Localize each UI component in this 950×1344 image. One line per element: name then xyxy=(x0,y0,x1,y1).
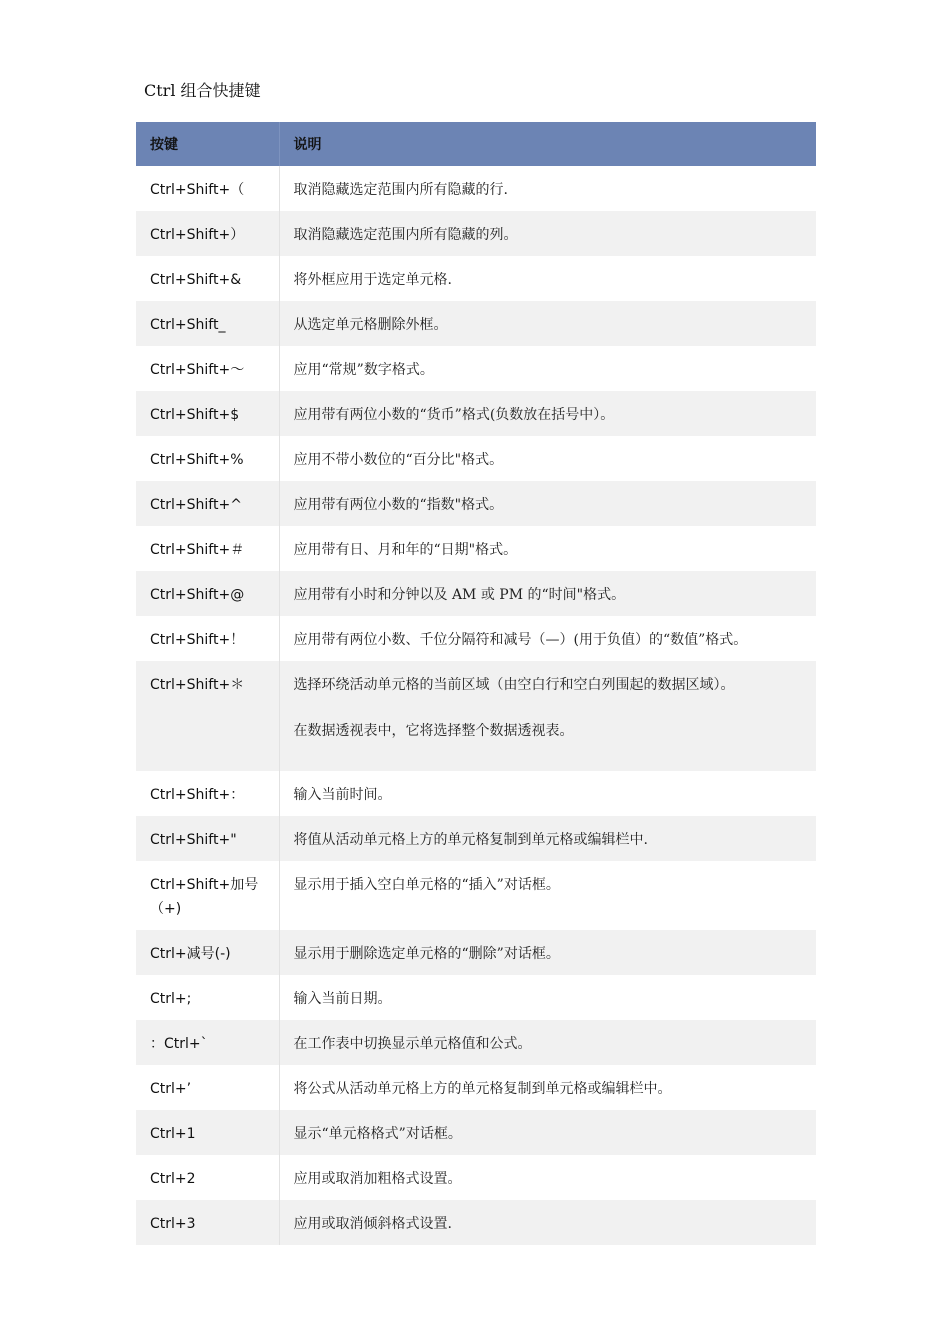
shortcut-key: Ctrl+1 xyxy=(136,1110,279,1155)
shortcut-description xyxy=(279,211,816,256)
description-paragraph: 取消隐藏选定范围内所有隐藏的列。 xyxy=(293,227,518,243)
description-paragraph: 应用“常规”数字格式。 xyxy=(293,362,434,378)
shortcut-key: Ctrl+Shift+！ xyxy=(136,616,279,661)
shortcut-key: Ctrl+; xyxy=(136,975,279,1020)
shortcut-key: Ctrl+减号(-) xyxy=(136,930,279,975)
shortcut-key: Ctrl+Shift+＃ xyxy=(136,526,279,571)
table-row xyxy=(136,571,816,616)
description-paragraph: 应用带有两位小数、千位分隔符和减号（—）(用于负值）的“数值”格式。 xyxy=(293,632,748,648)
shortcut-key: Ctrl+Shift+： xyxy=(136,771,279,816)
shortcut-key: Ctrl+Shift+～ xyxy=(136,346,279,391)
shortcut-description xyxy=(279,166,816,211)
shortcut-key: Ctrl+Shift+＊ xyxy=(136,661,279,771)
description-paragraph: 在数据透视表中，它将选择整个数据透视表。 xyxy=(293,723,574,739)
description-paragraph: 应用带有小时和分钟以及 AM 或 PM 的“时间"格式。 xyxy=(293,587,626,603)
shortcut-table xyxy=(136,122,816,1245)
shortcut-description xyxy=(279,571,816,616)
table-row xyxy=(136,346,816,391)
description-paragraph: 应用或取消倾斜格式设置. xyxy=(293,1216,452,1232)
table-row xyxy=(136,256,816,301)
table-row xyxy=(136,661,816,771)
table-body xyxy=(136,166,816,1245)
shortcut-description xyxy=(279,975,816,1020)
description-paragraph: 在工作表中切换显示单元格值和公式。 xyxy=(293,1036,532,1052)
table-row xyxy=(136,930,816,975)
description-paragraph: 从选定单元格删除外框。 xyxy=(293,317,448,333)
shortcut-description xyxy=(279,1065,816,1110)
shortcut-description xyxy=(279,301,816,346)
table-row xyxy=(136,436,816,481)
table-row xyxy=(136,771,816,816)
shortcut-key: Ctrl+’ xyxy=(136,1065,279,1110)
shortcut-key: Ctrl+Shift+" xyxy=(136,816,279,861)
shortcut-description xyxy=(279,1110,816,1155)
page-title: Ctrl 组合快捷键 xyxy=(144,81,261,100)
description-paragraph: 应用带有日、月和年的“日期"格式。 xyxy=(293,542,518,558)
header-key: 按键 xyxy=(136,122,279,166)
table-row xyxy=(136,166,816,211)
description-paragraph: 将公式从活动单元格上方的单元格复制到单元格或编辑栏中。 xyxy=(293,1081,672,1097)
table-row xyxy=(136,1200,816,1245)
shortcut-key: Ctrl+Shift+& xyxy=(136,256,279,301)
table-row xyxy=(136,1155,816,1200)
description-paragraph: 应用带有两位小数的“指数"格式。 xyxy=(293,497,504,513)
description-paragraph: 应用带有两位小数的“货币”格式(负数放在括号中）。 xyxy=(293,407,615,423)
header-description: 说明 xyxy=(279,122,816,166)
shortcut-description xyxy=(279,861,816,930)
shortcut-description xyxy=(279,1020,816,1065)
shortcut-description xyxy=(279,816,816,861)
description-paragraph: 将值从活动单元格上方的单元格复制到单元格或编辑栏中. xyxy=(293,832,648,848)
table-row xyxy=(136,391,816,436)
shortcut-key: Ctrl+Shift+@ xyxy=(136,571,279,616)
shortcut-key: Ctrl+Shift+加号（+) xyxy=(136,861,279,930)
description-paragraph: 输入当前日期。 xyxy=(293,991,392,1007)
shortcut-description xyxy=(279,616,816,661)
description-paragraph: 显示“单元格格式”对话框。 xyxy=(293,1126,462,1142)
table-row xyxy=(136,816,816,861)
shortcut-description xyxy=(279,1155,816,1200)
table-row xyxy=(136,616,816,661)
table-row xyxy=(136,975,816,1020)
shortcut-description xyxy=(279,256,816,301)
shortcut-description xyxy=(279,346,816,391)
shortcut-key: Ctrl+2 xyxy=(136,1155,279,1200)
description-paragraph: 显示用于删除选定单元格的“删除”对话框。 xyxy=(293,946,560,962)
table-row xyxy=(136,1110,816,1155)
shortcut-key: Ctrl+3 xyxy=(136,1200,279,1245)
shortcut-description xyxy=(279,930,816,975)
shortcut-description xyxy=(279,481,816,526)
shortcut-description xyxy=(279,391,816,436)
shortcut-key: ：Ctrl+` xyxy=(136,1020,279,1065)
description-paragraph: 取消隐藏选定范围内所有隐藏的行. xyxy=(293,182,508,198)
table-row xyxy=(136,301,816,346)
table-row xyxy=(136,1065,816,1110)
table-row xyxy=(136,481,816,526)
shortcut-description xyxy=(279,1200,816,1245)
table-row xyxy=(136,1020,816,1065)
table-row xyxy=(136,861,816,930)
shortcut-key: Ctrl+Shift+^ xyxy=(136,481,279,526)
shortcut-key: Ctrl+Shift+% xyxy=(136,436,279,481)
shortcut-description xyxy=(279,661,816,771)
description-paragraph: 将外框应用于选定单元格. xyxy=(293,272,452,288)
shortcut-description xyxy=(279,771,816,816)
shortcut-key: Ctrl+Shift_ xyxy=(136,301,279,346)
shortcut-description xyxy=(279,436,816,481)
description-paragraph: 应用或取消加粗格式设置。 xyxy=(293,1171,462,1187)
shortcut-description xyxy=(279,526,816,571)
description-paragraph: 显示用于插入空白单元格的“插入”对话框。 xyxy=(293,877,560,893)
table-header-row xyxy=(136,122,816,166)
shortcut-key: Ctrl+Shift+（ xyxy=(136,166,279,211)
description-paragraph: 选择环绕活动单元格的当前区域（由空白行和空白列围起的数据区域）。 xyxy=(293,677,735,693)
shortcut-key: Ctrl+Shift+） xyxy=(136,211,279,256)
description-paragraph: 应用不带小数位的“百分比"格式。 xyxy=(293,452,504,468)
description-paragraph: 输入当前时间。 xyxy=(293,787,392,803)
table-row xyxy=(136,526,816,571)
table-row xyxy=(136,211,816,256)
shortcut-key: Ctrl+Shift+$ xyxy=(136,391,279,436)
